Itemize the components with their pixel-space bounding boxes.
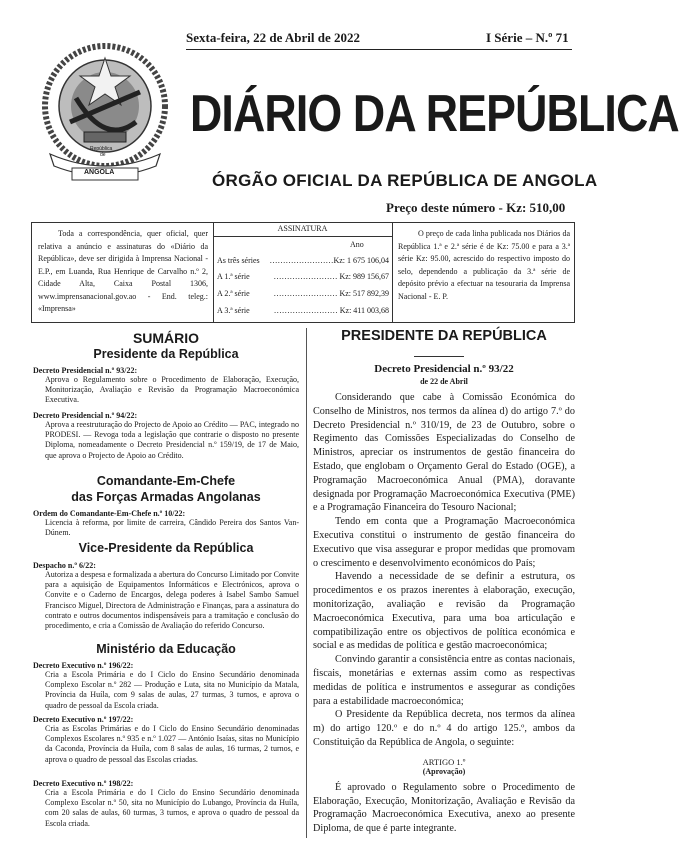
summary-title: SUMÁRIO — [132, 330, 200, 346]
subscription-row: A 2.ª série …………………… Kz: 517 892,39 — [217, 289, 389, 298]
gazette-subtitle: ÓRGÃO OFICIAL DA REPÚBLICA DE ANGOLA — [212, 171, 598, 190]
summary-entry — [33, 411, 299, 461]
section-educacao: Ministério da Educação — [96, 642, 236, 656]
section-vice-presidente: Vice-Presidente da República — [78, 541, 254, 555]
entry-head: Despacho n.º 6/22: — [33, 561, 96, 570]
issue-date: Sexta-feira, 22 de Abril de 2022 — [186, 30, 361, 45]
entry-head: Decreto Executivo n.º 198/22: — [33, 779, 134, 788]
entry-body: Aprova o Regulamento sobre o Procedimento de Elaboração, Execução, Monitorização, Avaliação e Revisão da Programação Macroeconómica Executiva. — [45, 375, 299, 405]
decree-paragraph: O Presidente da República decreta, nos termos da alínea m) do artigo 120.º e do n.º 4 do artigo 125.º, ambos da Constituição da República de Angola, o seguinte: — [313, 709, 575, 748]
emblem-text-3: ANGOLA — [84, 169, 115, 176]
title-rule — [414, 356, 464, 357]
entry-head: Decreto Presidencial n.º 94/22: — [33, 411, 138, 420]
subscription-row: As três séries ……………………Kz: 1 675 106,04 — [217, 256, 389, 265]
entry-head: Decreto Executivo n.º 196/22: — [33, 661, 134, 670]
entry-body: Cria as Escolas Primárias e do I Ciclo do Ensino Secundário denominadas Complexos Escolares n.º 935 e n.º 1.027 — António Isaías, sitas no Município da Caconda, Província da Huíla, com 8 salas de aulas, 16 turmas, 2 turnos, e aprova o quadro de pessoal das Escolas criadas. — [45, 724, 299, 764]
summary-entry — [33, 561, 299, 631]
header-rule — [186, 49, 572, 50]
entry-head: Ordem do Comandante-Em-Chefe n.º 10/22: — [33, 509, 186, 518]
decree-paragraph: Convindo garantir a consistência entre as contas nacionais, fiscais, monetárias e externas assim como as respectivas medidas de política e instrumentos e assegurar as condições para a estabilidade macroeconómica; — [313, 654, 575, 707]
issue-price: Preço deste número - Kz: 510,00 — [386, 200, 566, 215]
decree-body — [313, 391, 575, 836]
entry-body: Cria a Escola Primária e do I Ciclo do Ensino Secundário denominada Complexo Escolar n.º 282 — Produção e Luta, sita no Município da Matala, Província da Huíla, com 9 salas de aulas, 27 turmas, 3 turnos, e aprova o quadro de pessoal da Escola criada. — [45, 670, 299, 710]
subscription-title: ASSINATURA — [213, 222, 392, 237]
subscription-row: A 1.ª série …………………… Kz: 989 156,67 — [217, 272, 389, 281]
summary-entry — [33, 715, 299, 765]
entry-head: Decreto Presidencial n.º 93/22: — [33, 366, 138, 375]
section-comandante-line2: das Forças Armadas Angolanas — [71, 490, 261, 504]
subscription-row: A 3.ª série …………………… Kz: 411 003,68 — [217, 306, 389, 315]
decree-paragraph: Considerando que cabe à Comissão Económica do Conselho de Ministros, nos termos da alínea d) do artigo 7.º do Decreto Presidencial n.º 310/19, de 23 de Outubro, sobre o Regimento das Comissões Especializadas do Conselho de Ministros, apreciar os instrumentos de gestão financeira do Estado, que englobam o Orçamento Geral do Estado (OGE), a Programação Macroeconómica Anual (PMA), doravante designada por Programação Macroeconómica Executiva (PME) e a Programação Financeira do Tesouro Nacional; — [313, 392, 575, 514]
decree-paragraph: Havendo a necessidade de se definir a estrutura, os procedimentos e os prazos inerentes à elaboração, execução, monitorização, avaliação e revisão da Programação Macroeconómica Executiva, para uma boa articulação e compatibilização entre os objectivos de política económica e social e as medidas de política e gestão macroeconómica; — [313, 571, 575, 652]
info-box-divider — [392, 222, 393, 323]
section-title-presidente: PRESIDENTE DA REPÚBLICA — [341, 328, 547, 344]
price-note: O preço de cada linha publicada nos Diários da República 1.ª e 2.ª série é de Kz: 75.00 e para a 3.ª série Kz: 95.00, acrescido do respectivo imposto do selo, dependendo a publicação da 3.ª série de depósito prévio a efectuar na tesouraria da Imprensa Nacional - E. P. — [398, 229, 570, 301]
article-title: ARTIGO 1.º — [422, 756, 466, 767]
decree-paragraph: Tendo em conta que a Programação Macroeconómica Executiva constitui o instrumento de gestão financeira do Executivo que visa assegurar e propor medidas que promovam o crescimento e desenvolvimento económicos do País; — [313, 516, 575, 569]
gazette-title: DIÁRIO DA REPÚBLICA — [190, 85, 679, 143]
summary-entry — [33, 779, 299, 829]
decree-title: Decreto Presidencial n.º 93/22 — [374, 363, 514, 375]
entry-body: Autoriza a despesa e formalizada a abertura do Concurso Limitado por Convite para a aquisição de Equipamentos Informáticos e Electrónicos, aprova o Convite e o Caderno de Encargos, delega poderes à Isabel Sambo Samuel Francisco Miguel, Directora de Administração e Finanças, para a assinatura do contrato e outros documentos indispensáveis para a tramitação e conclusão do procedimento, e cria a Comissão de Avaliação do referido Concurso. — [45, 570, 299, 631]
decree-date: de 22 de Abril — [420, 377, 468, 386]
correspondence-note: Toda a correspondência, quer oficial, quer relativa a anúncio e assinaturas do «Diário da República», deve ser dirigida à Imprensa Nacional - E.P., em Luanda, Rua Henrique de Carvalho n.º 2, Cidade Alta, Caixa Postal 1306, www.imprensanacional.gov.ao - End. teleg.: «Imprensa» — [38, 229, 208, 313]
emblem-text-1: República — [90, 146, 113, 152]
entry-body: Aprova a reestruturação do Projecto de Apoio ao Crédito — PAC, integrado no PRODESI. — Revoga toda a legislação que contrarie o disposto no presente Diploma, nomeadamente o Decreto Presidencial n.º 159/19, de 17 de Maio, que aprova o Projecto de Apoio ao Crédito. — [45, 420, 299, 460]
summary-entry — [33, 509, 299, 538]
article-text: É aprovado o Regulamento sobre o Procedimento de Elaboração, Execução, Monitorização, Avaliação e Revisão da Programação Macroeconómica Executiva, anexo ao presente Diploma, de que é parte integrante. — [313, 781, 575, 835]
article-subtitle: (Aprovação) — [422, 766, 466, 776]
entry-body: Cria a Escola Primária e do I Ciclo do Ensino Secundário denominada Complexo Escolar n.º 50, sita no Município do Lubango, Província da Huíla, com 20 salas de aulas, 60 turmas, 3 turnos, e aprova o quadro de pessoal da Escola criada. — [45, 788, 299, 828]
emblem-text-2: de — [100, 152, 106, 158]
column-divider — [306, 328, 307, 838]
section-presidente: Presidente da República — [93, 347, 239, 361]
entry-body: Licencia à reforma, por limite de carreira, Cândido Pereira dos Santos Van-Dúnem. — [45, 518, 299, 538]
subscription-year-label: Ano — [350, 240, 364, 249]
issue-number: I Série – N.º 71 — [486, 30, 569, 45]
section-comandante: Comandante-Em-Chefe — [96, 474, 236, 488]
summary-entry — [33, 661, 299, 711]
summary-entry — [33, 366, 299, 406]
entry-head: Decreto Executivo n.º 197/22: — [33, 715, 134, 724]
info-box-divider — [213, 222, 214, 323]
angola-emblem-icon — [32, 36, 178, 184]
